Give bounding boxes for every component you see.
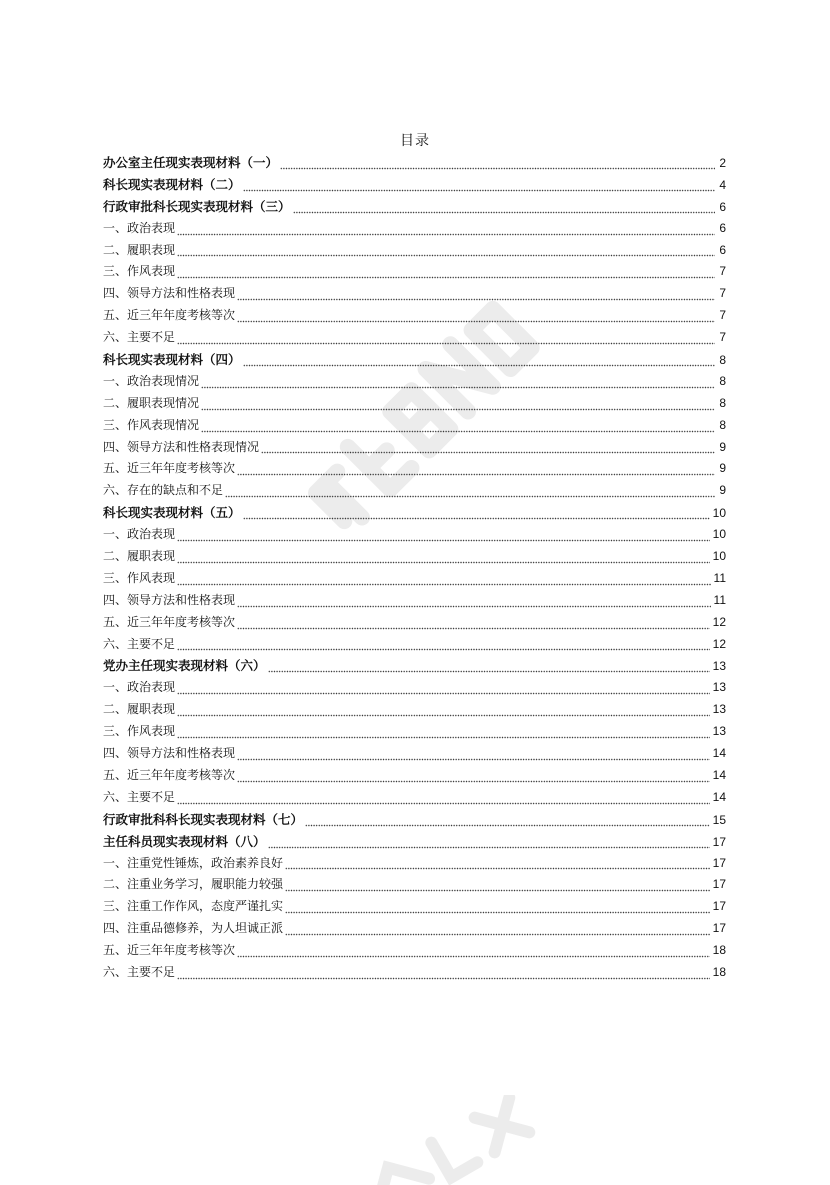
toc-entry-section[interactable] bbox=[103, 218, 726, 240]
toc-entry-label: 五、近三年年度考核等次 bbox=[103, 943, 236, 958]
toc-entry-label: 五、近三年年度考核等次 bbox=[103, 767, 236, 782]
toc-page-number: 17 bbox=[712, 921, 726, 936]
toc-dot-leader bbox=[285, 882, 710, 892]
toc-page-number: 2 bbox=[719, 156, 726, 170]
toc-entry-label: 五、近三年年度考核等次 bbox=[103, 461, 236, 476]
toc-entry-label: 办公室主任现实表现材料（一） bbox=[103, 155, 279, 170]
toc-entry-chapter[interactable] bbox=[103, 502, 726, 524]
toc-entry-chapter[interactable] bbox=[103, 174, 726, 196]
toc-dot-leader bbox=[237, 620, 710, 630]
toc-entry-section[interactable] bbox=[103, 940, 726, 962]
toc-page-number: 11 bbox=[713, 570, 726, 585]
toc-entry-label: 一、政治表现 bbox=[103, 680, 176, 695]
toc-entry-section[interactable] bbox=[103, 853, 726, 875]
toc-entry-label: 六、主要不足 bbox=[103, 789, 176, 804]
toc-page-number: 6 bbox=[719, 242, 726, 257]
toc-dot-leader bbox=[285, 926, 710, 936]
toc-entry-section[interactable] bbox=[103, 590, 726, 612]
toc-entry-label: 四、注重品德修养，为人坦诚正派 bbox=[103, 921, 284, 936]
toc-entry-label: 四、领导方法和性格表现 bbox=[103, 746, 236, 761]
toc-entry-label: 主任科员现实表现材料（八） bbox=[103, 833, 266, 849]
toc-page-number: 18 bbox=[712, 964, 726, 979]
toc-entry-section[interactable] bbox=[103, 896, 726, 918]
toc-dot-leader bbox=[177, 554, 710, 564]
toc-dot-leader bbox=[177, 729, 710, 739]
toc-dot-leader bbox=[177, 576, 711, 586]
toc-entry-section[interactable] bbox=[103, 787, 726, 809]
toc-entry-label: 一、政治表现 bbox=[103, 220, 176, 235]
toc-page-number: 8 bbox=[719, 373, 726, 388]
toc-dot-leader bbox=[280, 160, 715, 170]
toc-entry-chapter[interactable] bbox=[103, 809, 726, 831]
toc-page-number: 17 bbox=[712, 877, 726, 892]
toc-entry-section[interactable] bbox=[103, 699, 726, 721]
toc-page-number: 15 bbox=[712, 812, 726, 827]
toc-page-number: 10 bbox=[712, 506, 726, 521]
toc-entry-label: 一、政治表现情况 bbox=[103, 373, 200, 388]
toc-page-number: 14 bbox=[712, 789, 726, 804]
toc-page-number: 13 bbox=[712, 680, 726, 695]
toc-entry-section[interactable] bbox=[103, 393, 726, 415]
table-of-contents bbox=[103, 152, 726, 984]
toc-page-number: 7 bbox=[719, 308, 726, 323]
toc-dot-leader bbox=[293, 204, 715, 214]
toc-entry-section[interactable] bbox=[103, 261, 726, 283]
toc-entry-section[interactable] bbox=[103, 568, 726, 590]
toc-title: 目录 bbox=[400, 133, 430, 149]
toc-entry-label: 科长现实表现材料（四） bbox=[103, 352, 241, 368]
toc-dot-leader bbox=[177, 247, 715, 257]
toc-page-number: 8 bbox=[719, 417, 726, 432]
toc-dot-leader bbox=[285, 904, 710, 914]
toc-entry-label: 行政审批科长现实表现材料（三） bbox=[103, 198, 291, 214]
toc-entry-label: 行政审批科科长现实表现材料（七） bbox=[103, 811, 304, 827]
toc-entry-label: 四、领导方法和性格表现 bbox=[103, 286, 236, 301]
toc-entry-label: 二、履职表现 bbox=[103, 549, 176, 564]
toc-dot-leader bbox=[237, 773, 710, 783]
toc-entry-label: 二、注重业务学习，履职能力较强 bbox=[103, 877, 284, 892]
toc-entry-chapter[interactable] bbox=[103, 655, 726, 677]
toc-dot-leader bbox=[177, 970, 710, 980]
toc-page-number: 13 bbox=[712, 702, 726, 717]
toc-entry-section[interactable] bbox=[103, 415, 726, 437]
toc-entry-chapter[interactable] bbox=[103, 196, 726, 218]
toc-entry-label: 五、近三年年度考核等次 bbox=[103, 308, 236, 323]
toc-page-number: 10 bbox=[712, 527, 726, 542]
toc-entry-section[interactable] bbox=[103, 918, 726, 940]
toc-entry-section[interactable] bbox=[103, 677, 726, 699]
toc-entry-section[interactable] bbox=[103, 765, 726, 787]
toc-dot-leader bbox=[237, 751, 710, 761]
toc-page-number: 9 bbox=[719, 461, 726, 476]
toc-entry-label: 五、近三年年度考核等次 bbox=[103, 614, 236, 629]
toc-dot-leader bbox=[237, 313, 715, 323]
toc-dot-leader bbox=[243, 510, 710, 520]
toc-page-number: 17 bbox=[712, 855, 726, 870]
toc-dot-leader bbox=[237, 598, 711, 608]
toc-entry-section[interactable] bbox=[103, 546, 726, 568]
toc-entry-section[interactable] bbox=[103, 437, 726, 459]
toc-page-number: 10 bbox=[712, 549, 726, 564]
toc-dot-leader bbox=[268, 663, 710, 673]
toc-entry-section[interactable] bbox=[103, 305, 726, 327]
toc-dot-leader bbox=[177, 707, 710, 717]
toc-entry-chapter[interactable] bbox=[103, 831, 726, 853]
toc-page-number: 7 bbox=[719, 330, 726, 345]
toc-dot-leader bbox=[177, 335, 715, 345]
toc-entry-label: 科长现实表现材料（五） bbox=[103, 505, 241, 521]
toc-page-number: 4 bbox=[719, 177, 726, 192]
toc-entry-label: 二、履职表现 bbox=[103, 702, 176, 717]
toc-dot-leader bbox=[237, 466, 715, 476]
toc-entry-label: 二、履职表现情况 bbox=[103, 395, 200, 410]
toc-dot-leader bbox=[268, 839, 710, 849]
toc-page-number: 12 bbox=[712, 636, 726, 651]
toc-page-number: 7 bbox=[719, 286, 726, 301]
toc-entry-section[interactable] bbox=[103, 458, 726, 480]
toc-page-number: 9 bbox=[719, 483, 726, 498]
toc-entry-chapter[interactable] bbox=[103, 152, 726, 174]
toc-dot-leader bbox=[305, 817, 710, 827]
toc-entry-section[interactable] bbox=[103, 743, 726, 765]
toc-dot-leader bbox=[177, 226, 715, 236]
toc-page-number: 9 bbox=[719, 439, 726, 454]
toc-page-number: 8 bbox=[719, 395, 726, 410]
toc-page-number: 7 bbox=[719, 264, 726, 279]
toc-entry-section[interactable] bbox=[103, 480, 726, 502]
toc-entry-section[interactable] bbox=[103, 283, 726, 305]
toc-entry-label: 三、作风表现 bbox=[103, 724, 176, 739]
toc-dot-leader bbox=[237, 291, 715, 301]
toc-page-number: 8 bbox=[719, 353, 726, 368]
toc-dot-leader bbox=[177, 269, 715, 279]
toc-entry-section[interactable] bbox=[103, 240, 726, 262]
toc-dot-leader bbox=[177, 685, 710, 695]
toc-entry-label: 党办主任现实表现材料（六） bbox=[103, 658, 266, 674]
toc-dot-leader bbox=[225, 488, 715, 498]
toc-entry-label: 三、注重工作作风，态度严谨扎实 bbox=[103, 899, 284, 914]
toc-entry-section[interactable] bbox=[103, 874, 726, 896]
toc-entry-label: 三、作风表现情况 bbox=[103, 417, 200, 432]
toc-entry-label: 四、领导方法和性格表现情况 bbox=[103, 439, 260, 454]
toc-dot-leader bbox=[201, 401, 715, 411]
toc-page-number: 14 bbox=[712, 767, 726, 782]
toc-entry-label: 一、注重党性锤炼，政治素养良好 bbox=[103, 855, 284, 870]
toc-entry-label: 六、主要不足 bbox=[103, 636, 176, 651]
toc-entry-section[interactable] bbox=[103, 371, 726, 393]
toc-dot-leader bbox=[285, 860, 710, 870]
toc-dot-leader bbox=[177, 641, 710, 651]
toc-entry-section[interactable] bbox=[103, 634, 726, 656]
toc-entry-label: 三、作风表现 bbox=[103, 264, 176, 279]
toc-entry-section[interactable] bbox=[103, 327, 726, 349]
toc-entry-label: 一、政治表现 bbox=[103, 527, 176, 542]
toc-page-number: 17 bbox=[712, 834, 726, 849]
toc-entry-label: 二、履职表现 bbox=[103, 242, 176, 257]
toc-page-number: 6 bbox=[719, 199, 726, 214]
toc-entry-section[interactable] bbox=[103, 524, 726, 546]
toc-page-number: 17 bbox=[712, 899, 726, 914]
toc-entry-chapter[interactable] bbox=[103, 349, 726, 371]
toc-entry-section[interactable] bbox=[103, 721, 726, 743]
watermark-bottom-graphic bbox=[330, 1095, 570, 1185]
toc-page-number: 13 bbox=[712, 659, 726, 674]
toc-dot-leader bbox=[237, 948, 710, 958]
toc-dot-leader bbox=[243, 357, 715, 367]
toc-dot-leader bbox=[243, 182, 715, 192]
toc-entry-label: 六、主要不足 bbox=[103, 964, 176, 979]
toc-entry-label: 六、存在的缺点和不足 bbox=[103, 483, 224, 498]
toc-page-number: 13 bbox=[712, 724, 726, 739]
toc-entry-label: 三、作风表现 bbox=[103, 570, 176, 585]
toc-page-number: 6 bbox=[719, 220, 726, 235]
toc-entry-section[interactable] bbox=[103, 962, 726, 984]
toc-dot-leader bbox=[177, 795, 710, 805]
toc-entry-label: 六、主要不足 bbox=[103, 330, 176, 345]
toc-dot-leader bbox=[201, 423, 715, 433]
toc-page-number: 11 bbox=[713, 592, 726, 607]
toc-page-number: 12 bbox=[712, 614, 726, 629]
toc-entry-label: 科长现实表现材料（二） bbox=[103, 176, 241, 192]
toc-entry-section[interactable] bbox=[103, 612, 726, 634]
toc-dot-leader bbox=[177, 532, 710, 542]
toc-dot-leader bbox=[201, 379, 715, 389]
toc-page-number: 14 bbox=[712, 746, 726, 761]
toc-page-number: 18 bbox=[712, 943, 726, 958]
toc-dot-leader bbox=[261, 444, 715, 454]
toc-entry-label: 四、领导方法和性格表现 bbox=[103, 592, 236, 607]
